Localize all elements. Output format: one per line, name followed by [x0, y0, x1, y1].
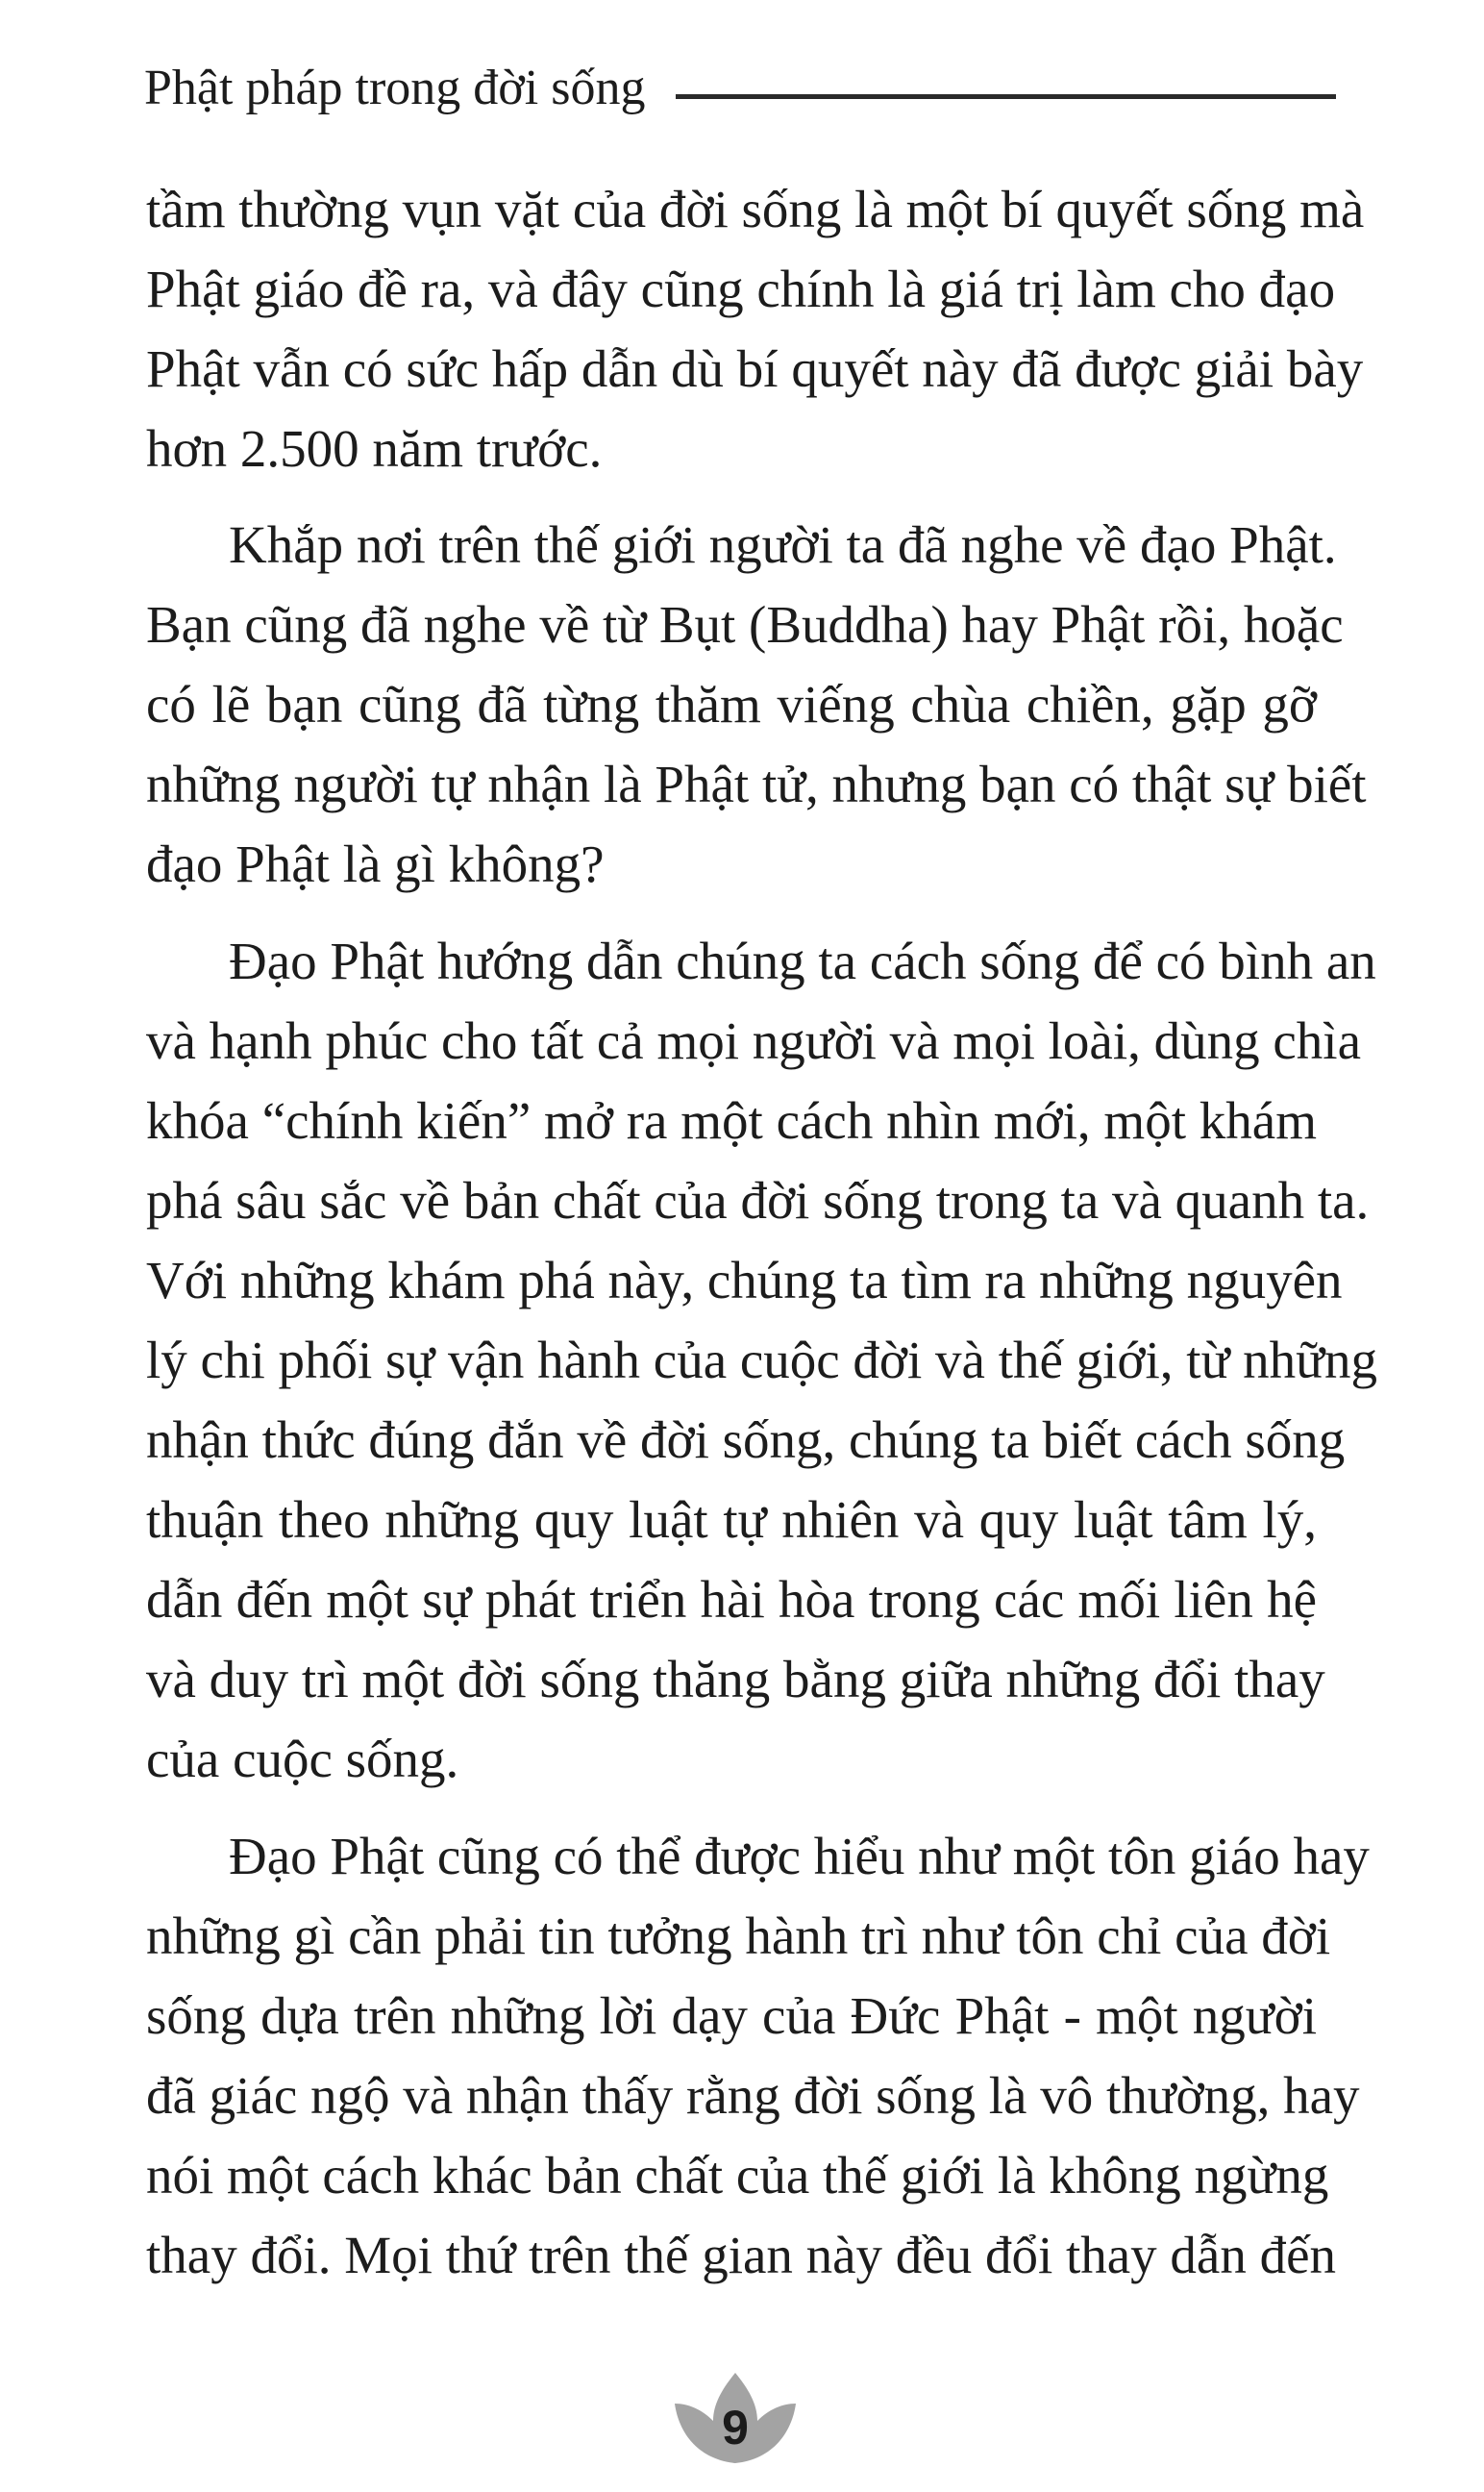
- text-line: những người tự nhận là Phật tử, nhưng bạn có thật sự biết: [146, 755, 1367, 813]
- running-header: [144, 50, 1336, 127]
- text-line: dẫn đến một sự phát triển hài hòa trong các mối liên hệ: [146, 1570, 1317, 1629]
- text-line: lý chi phối sự vận hành của cuộc đời và thế giới, từ những: [146, 1331, 1377, 1389]
- header-rule: [676, 94, 1336, 99]
- text-line: và hạnh phúc cho tất cả mọi người và mọi loài, dùng chìa: [146, 1011, 1361, 1070]
- text-line: hơn 2.500 năm trước.: [146, 419, 603, 478]
- text-line: tầm thường vụn vặt của đời sống là một bí quyết sống mà: [146, 180, 1365, 238]
- text-line: nhận thức đúng đắn về đời sống, chúng ta biết cách sống: [146, 1410, 1346, 1469]
- text-line: Phật vẫn có sức hấp dẫn dù bí quyết này đã được giải bày: [146, 339, 1364, 398]
- text-line: Khắp nơi trên thế giới người ta đã nghe về đạo Phật.: [229, 515, 1337, 574]
- text-line: đạo Phật là gì không?: [146, 835, 605, 893]
- text-line: thuận theo những quy luật tự nhiên và quy luật tâm lý,: [146, 1490, 1317, 1549]
- text-line: Đạo Phật cũng có thể được hiểu như một tôn giáo hay: [229, 1827, 1370, 1885]
- text-line: khóa “chính kiến” mở ra một cách nhìn mới, một khám: [146, 1091, 1317, 1150]
- text-line: Với những khám phá này, chúng ta tìm ra những nguyên: [146, 1251, 1343, 1309]
- header-title: Phật pháp trong đời sống: [144, 61, 646, 115]
- text-line: thay đổi. Mọi thứ trên thế gian này đều đổi thay dẫn đến: [146, 2226, 1337, 2284]
- page-number: 9: [722, 2401, 749, 2455]
- text-line: Bạn cũng đã nghe về từ Bụt (Buddha) hay Phật rồi, hoặc: [146, 595, 1344, 654]
- text-line: và duy trì một đời sống thăng bằng giữa những đổi thay: [146, 1650, 1325, 1708]
- text-line: đã giác ngộ và nhận thấy rằng đời sống là vô thường, hay: [146, 2066, 1360, 2125]
- text-line: Phật giáo đề ra, và đây cũng chính là giá trị làm cho đạo: [146, 260, 1336, 318]
- page-number-badge: [663, 2365, 807, 2471]
- text-line: có lẽ bạn cũng đã từng thăm viếng chùa chiền, gặp gỡ: [146, 675, 1317, 734]
- text-line: sống dựa trên những lời dạy của Đức Phật - một người: [146, 1986, 1317, 2045]
- text-line: của cuộc sống.: [146, 1730, 459, 1788]
- text-line: nói một cách khác bản chất của thế giới là không ngừng: [146, 2146, 1329, 2205]
- text-line: những gì cần phải tin tưởng hành trì như tôn chỉ của đời: [146, 1906, 1331, 1965]
- text-line: Đạo Phật hướng dẫn chúng ta cách sống để có bình an: [229, 932, 1376, 990]
- text-line: phá sâu sắc về bản chất của đời sống trong ta và quanh ta.: [146, 1171, 1370, 1230]
